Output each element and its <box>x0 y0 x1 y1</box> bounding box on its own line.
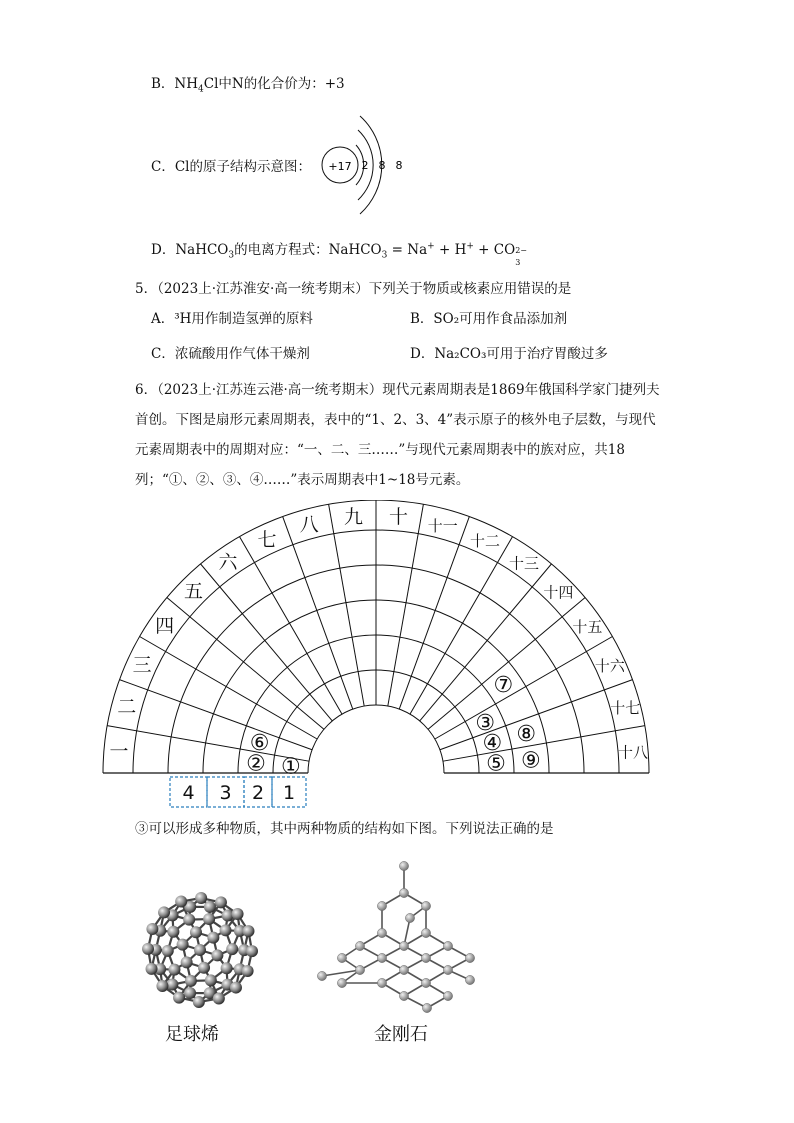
element-marker: ④ <box>482 730 503 756</box>
group-label: 十一 <box>427 516 458 535</box>
nucleus-charge: +17 <box>328 160 352 173</box>
group-label: 三 <box>132 653 152 676</box>
period-label: 4 <box>182 782 195 804</box>
element-marker: ⑥ <box>249 730 270 756</box>
group-label: 六 <box>218 551 238 574</box>
shell-2-count: 8 <box>378 159 386 172</box>
diamond-structure-image <box>312 858 492 1018</box>
group-label: 十七 <box>610 699 641 718</box>
element-marker: ⑨ <box>521 748 541 774</box>
group-label: 十六 <box>594 656 625 675</box>
shell-3-count: 8 <box>395 159 403 172</box>
group-label: 九 <box>344 505 364 528</box>
q6-followup: ③可以形成多种物质，其中两种物质的结构如下图。下列说法正确的是 <box>135 821 554 837</box>
diamond-label: 金刚石 <box>374 1024 428 1045</box>
group-label: 十二 <box>470 532 501 551</box>
fullerene-label: 足球烯 <box>165 1024 219 1045</box>
group-label: 八 <box>299 513 319 536</box>
period-label: 3 <box>219 782 232 804</box>
option-b: B．$NH_4Cl$中N的化合价为：+3 <box>151 76 345 95</box>
group-label: 十五 <box>572 618 603 637</box>
element-marker: ② <box>246 751 266 777</box>
element-marker: ③ <box>475 711 496 737</box>
cl-atom-structure-diagram <box>318 110 428 220</box>
group-label: 五 <box>184 580 204 603</box>
period-label: 2 <box>251 782 265 804</box>
period-label: 1 <box>282 782 296 804</box>
element-marker: ① <box>280 754 301 780</box>
group-label: 十三 <box>508 554 539 573</box>
group-label: 十四 <box>543 583 574 602</box>
q5-option-a: A．³H用作制造氢弹的原料 <box>151 311 313 327</box>
q6-stem: 6．（2023上·江苏连云港·高一统考期末）现代元素周期表是1869年俄国科学家门捷列夫首创。下图是扇形元素周期表，表中的“1、2、3、4”表示原子的核外电子层数，与现代元素周期表中的周期对应：“一、二、三……”与现代元素周期表中的族对应，共18列；“①、②、③、④……”表示周期表中1~18号元素。 <box>135 382 660 488</box>
element-marker: ⑦ <box>493 672 514 698</box>
fullerene-structure-image <box>135 885 265 1015</box>
element-marker: ⑤ <box>486 751 506 777</box>
option-d: D．NaHCO$_3$的电离方程式：NaHCO$_3$ = Na+ + H+ + CO 2− 3 <box>151 241 527 267</box>
group-label: 十八 <box>618 743 649 762</box>
q5-option-c: C．浓硫酸用作气体干燥剂 <box>151 346 310 362</box>
group-label: 四 <box>155 615 175 638</box>
fan-periodic-table <box>0 500 794 820</box>
q5-option-d: D．Na₂CO₃可用于治疗胃酸过多 <box>410 346 608 362</box>
q5-stem: 5．（2023上·江苏淮安·高一统考期末）下列关于物质或核素应用错误的是 <box>135 281 572 297</box>
group-label: 七 <box>257 529 277 552</box>
element-marker: ⑧ <box>516 721 537 747</box>
group-label: 二 <box>117 696 137 719</box>
group-label: 十 <box>388 505 408 528</box>
option-c: C．Cl的原子结构示意图： <box>151 159 311 175</box>
q5-option-b: B．SO₂可用作食品添加剂 <box>410 311 568 327</box>
shell-1-count: 2 <box>361 159 369 172</box>
group-label: 一 <box>109 740 129 763</box>
